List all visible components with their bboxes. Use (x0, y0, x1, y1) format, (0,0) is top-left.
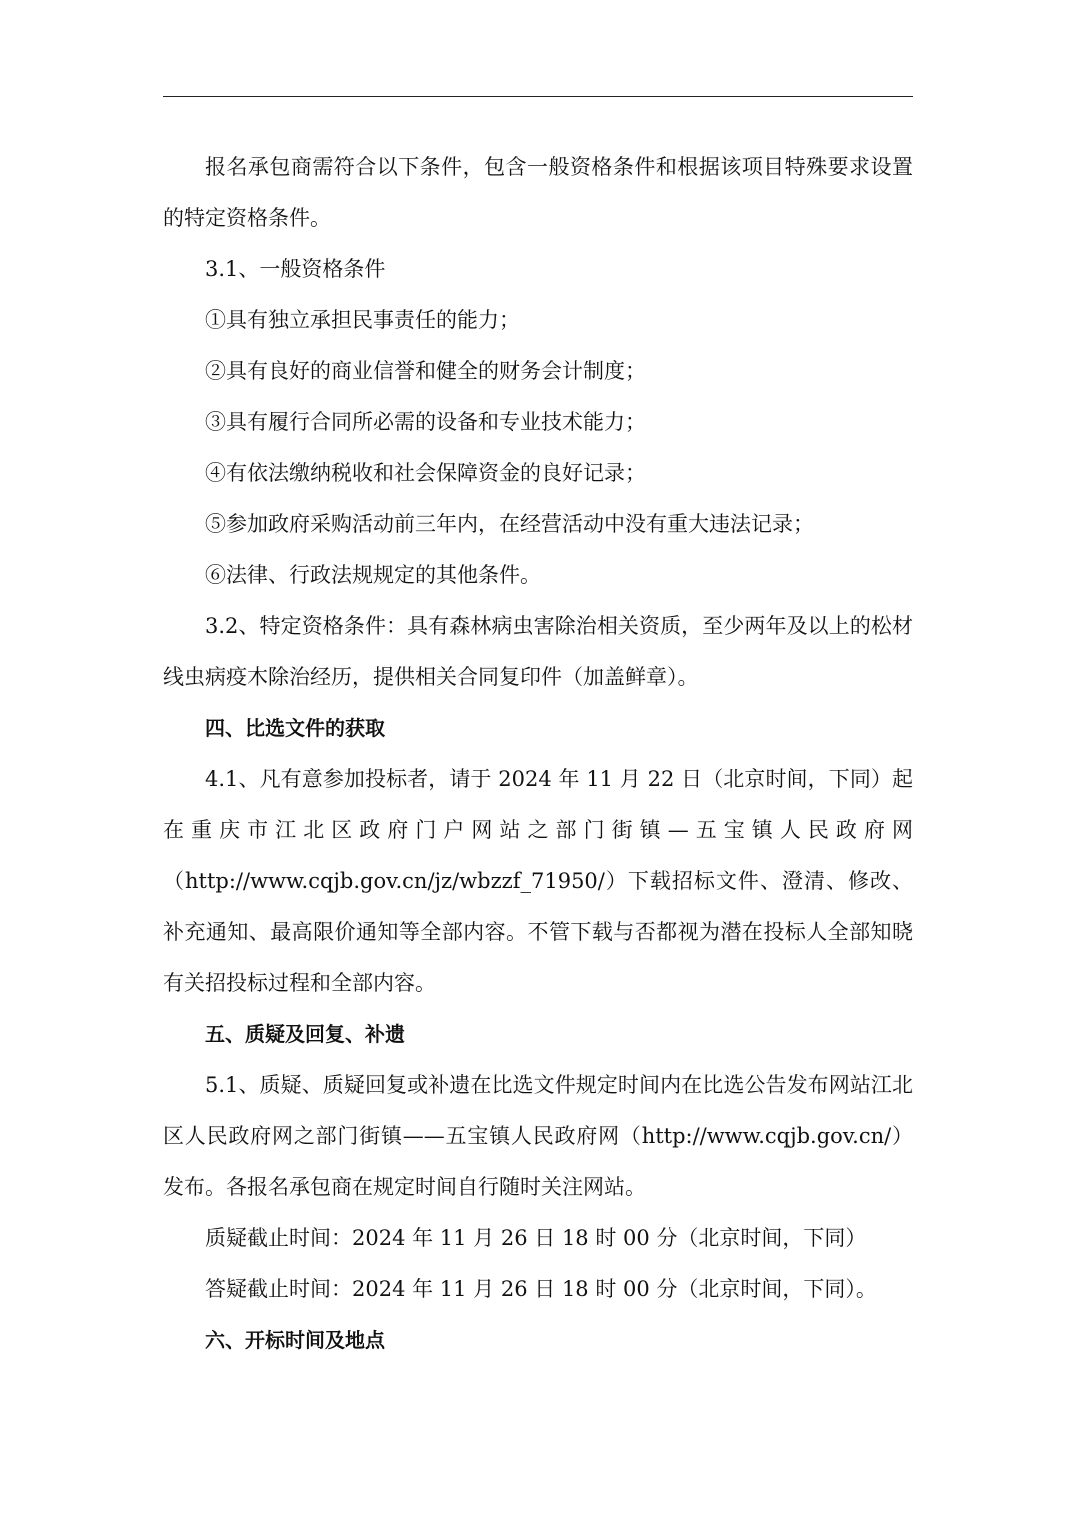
general-item-2: ②具有良好的商业信誉和健全的财务会计制度； (205, 359, 646, 383)
section-4-1-paragraph: 4.1、凡有意参加投标者，请于 2024 年 11 月 22 日（北京时间，下同）起在重庆市江北区政府门户网站之部门街镇—五宝镇人民政府网（http://www.cqjb.gov.cn/jz/wbzzf_71950/）下载招标文件、澄清、修改、补充通知、最高限价通知等全部内容。不管下载与否都视为潜在投标人全部知晓有关招投标过程和全部内容。 (163, 767, 913, 995)
query-deadline: 质疑截止时间：2024 年 11 月 26 日 18 时 00 分（北京时间，下同） (205, 1226, 867, 1250)
header-rule (163, 96, 913, 97)
document-body (163, 142, 913, 1366)
general-item-4: ④有依法缴纳税收和社会保障资金的良好记录； (205, 461, 646, 485)
section-5-1-paragraph: 5.1、质疑、质疑回复或补遗在比选文件规定时间内在比选公告发布网站江北区人民政府网之部门街镇——五宝镇人民政府网（http://www.cqjb.gov.cn/）发布。各报名承包商在规定时间自行随时关注网站。 (163, 1073, 913, 1199)
general-item-3: ③具有履行合同所必需的设备和专业技术能力； (205, 410, 646, 434)
general-item-1: ①具有独立承担民事责任的能力； (205, 308, 520, 332)
general-qualification-title: 3.1、一般资格条件 (205, 257, 386, 281)
section-4-heading: 四、比选文件的获取 (205, 716, 385, 740)
section-5-heading: 五、质疑及回复、补遗 (205, 1022, 405, 1046)
intro-paragraph: 报名承包商需符合以下条件，包含一般资格条件和根据该项目特殊要求设置的特定资格条件。 (163, 155, 913, 230)
general-item-6: ⑥法律、行政法规规定的其他条件。 (205, 563, 541, 587)
general-item-5: ⑤参加政府采购活动前三年内，在经营活动中没有重大违法记录； (205, 512, 814, 536)
section-6-heading: 六、开标时间及地点 (205, 1328, 385, 1352)
specific-qualification-paragraph: 3.2、特定资格条件：具有森林病虫害除治相关资质，至少两年及以上的松材线虫病疫木除治经历，提供相关合同复印件（加盖鲜章）。 (163, 614, 913, 689)
answer-deadline: 答疑截止时间：2024 年 11 月 26 日 18 时 00 分（北京时间，下同）。 (205, 1277, 877, 1301)
